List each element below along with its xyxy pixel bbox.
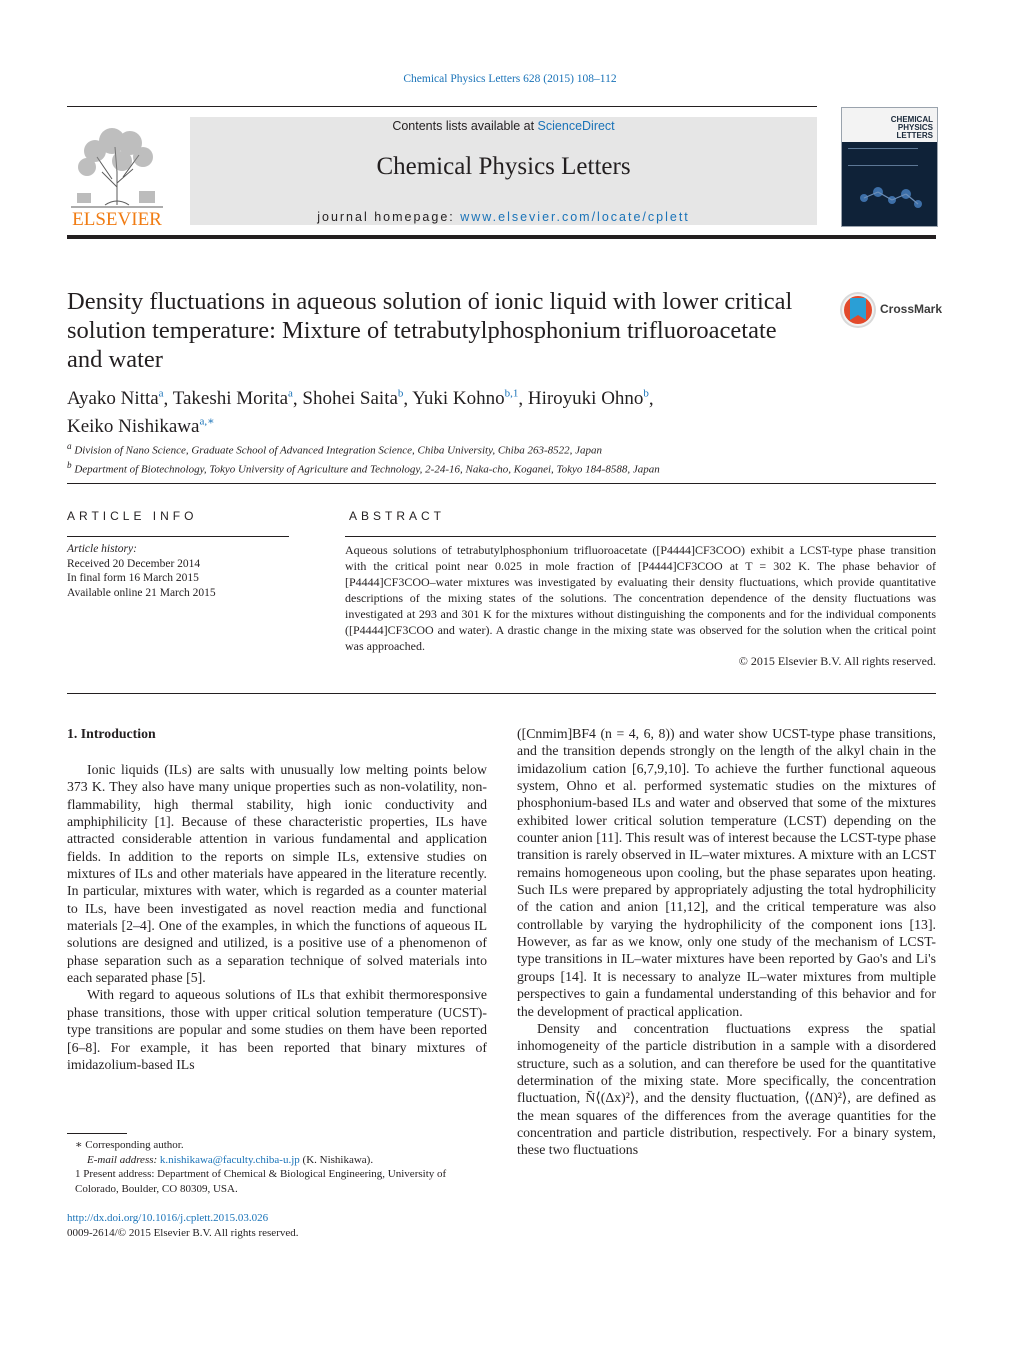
body-paragraph: Density and concentration fluctuations express the spatial inhomogeneity of the particle distribution in a sample with a disordered structure, such as a solution, and can therefore be used for the quantitative determination of the mixing state. More specifically, the concentration fluctuation, N̄⟨(Δx)²⟩, and the density fluctuation, ⟨(ΔN)²⟩, are defined as the mean squares of the differences from the average quantities for the concentration and particle distribution, respectively. For a binary system, these two fluctuations <box>517 1020 936 1158</box>
crossmark-badge[interactable] <box>838 290 943 330</box>
journal-citation[interactable]: Chemical Physics Letters 628 (2015) 108–112 <box>403 73 617 85</box>
author-affiliation-mark[interactable]: b <box>397 388 404 400</box>
abstract-copyright: © 2015 Elsevier B.V. All rights reserved. <box>738 654 936 668</box>
cover-title <box>873 116 933 140</box>
author-affiliation-mark[interactable]: a,∗ <box>199 415 215 428</box>
history-received: Received 20 December 2014 <box>67 557 201 570</box>
body-column-left <box>67 761 487 1073</box>
author-name: Yuki Kohno <box>412 388 505 410</box>
elsevier-logo[interactable] <box>67 117 167 229</box>
cover-molecule-image <box>852 178 932 222</box>
email-link[interactable]: k.nishikawa@faculty.chiba-u.jp <box>159 1153 300 1166</box>
body-paragraph: ([Cnmim]BF4 (n = 4, 6, 8)) and water show UCST-type phase transitions, and the transition depends strongly on the length of the alkyl chain in the imidazolium cation [6,7,9,10]. To achieve the further functional aqueous system, Ohno et al. performed systematic studies on the mixtures of phosphonium-based ILs and water and observed that some of the mixtures exhibited lower critical solution temperature (LCST) depending on the counter anion [11]. This result was of interest because the LCST-type phase transition is rarely observed in IL–water mixtures. A mixture with an LCST remains homogeneous upon cooling, but the phase separates upon heating. Such ILs were prepared by appropriately adjusting the total hydrophilicity of the cation and anion [11,12], and the critical temperature was also controllable by varying the hydrophilicity of the component ions [13]. However, as far as we know, only one study of the mechanism of LCST-type transitions in IL–water mixtures have been reported by Gao's and Li's groups [14]. It is necessary to analyze IL–water mixtures from multiple perspectives to gain a fundamental understanding of this behavior and for the development of practical application. <box>517 726 936 1019</box>
affiliation-text: Department of Biotechnology, Tokyo University of Agriculture and Technology, 2-24-16, Naka-cho, Koganei, Tokyo 184-8588, Japan <box>74 463 660 476</box>
homepage-prefix: journal homepage: <box>317 210 461 224</box>
abstract-heading: ABSTRACT <box>349 509 446 523</box>
author[interactable] <box>528 388 649 409</box>
author-affiliation-mark[interactable]: a <box>288 388 293 400</box>
sciencedirect-link[interactable]: ScienceDirect <box>537 119 615 133</box>
doi-link[interactable]: http://dx.doi.org/10.1016/j.cplett.2015.03.026 <box>67 1212 269 1224</box>
author[interactable] <box>67 416 215 437</box>
crossmark-icon <box>838 290 878 330</box>
doi-block <box>67 1211 487 1240</box>
journal-cover-thumbnail[interactable] <box>841 107 938 227</box>
article-info-divider <box>67 536 289 537</box>
affiliation-mark: b <box>67 459 72 470</box>
email-label: E-mail address: <box>87 1153 160 1166</box>
article-title: Density fluctuations in aqueous solution of ionic liquid with lower critical solution temperature: Mixture of tetrabutylphosphonium trifluoroacetate and water <box>67 288 793 373</box>
author[interactable] <box>302 388 403 409</box>
elsevier-tree-icon <box>67 117 167 229</box>
contents-prefix: Contents lists available at <box>392 119 538 133</box>
email-suffix: (K. Nishikawa). <box>299 1153 374 1166</box>
author-name: Keiko Nishikawa <box>67 415 200 437</box>
issn-copyright: 0009-2614/© 2015 Elsevier B.V. All rights reserved. <box>67 1226 299 1239</box>
author[interactable] <box>412 388 518 409</box>
author[interactable] <box>67 388 164 409</box>
footnote-divider <box>67 1133 127 1134</box>
abstract-text: Aqueous solutions of tetrabutylphosphonium trifluoroacetate ([P4444]CF3COO) exhibit a LCST-type phase transition with the critical point near 0.025 in mole fraction of [P4444]CF3COO at T = 302 K. The phase behavior of [P4444]CF3COO–water mixtures was investigated by evaluating their density fluctuations, which provide quantitative descriptions of the mixing states of the solutions. The concentration dependence of the density fluctuations was investigated at 293 and 301 K for the mixtures without distinguishing the components and for the individual components ([P4444]CF3COO and water). A drastic change in the mixing state was observed for the solution when the critical point was approached. <box>345 543 936 653</box>
section-divider <box>67 483 936 484</box>
cover-decoration <box>848 148 918 166</box>
footnote-email <box>67 1153 487 1168</box>
journal-name: Chemical Physics Letters <box>376 153 631 180</box>
cover-title-line: CHEMICAL <box>890 115 933 124</box>
contents-line <box>190 119 817 133</box>
affiliations <box>67 439 927 476</box>
author[interactable] <box>173 388 293 409</box>
affiliation-item <box>67 458 927 477</box>
footnotes <box>67 1138 487 1196</box>
footnote-present-address: 1 Present address: Department of Chemical & Biological Engineering, University of Colorado, Boulder, CO 80309, USA. <box>75 1168 447 1195</box>
author-affiliation-mark[interactable]: a <box>158 388 164 400</box>
author-list: Ayako Nitta$^a$, Takeshi Morita$^a$, Shohei Saita$^b$, Yuki Kohno$^{b,1}$, Hiroyuki Ohno$^b$, Keiko Nishikawa$^{a,∗}$ <box>67 388 654 437</box>
svg-text:ELSEVIER: ELSEVIER <box>72 209 162 229</box>
cover-title-line: LETTERS <box>896 131 933 140</box>
author-name: Ayako Nitta <box>67 388 159 410</box>
crossmark-label: CrossMark <box>880 302 943 316</box>
author-name: Hiroyuki Ohno <box>527 388 644 410</box>
author-name: Takeshi Morita <box>172 388 288 410</box>
cover-title-line: PHYSICS <box>897 123 933 132</box>
abstract-divider <box>345 536 936 537</box>
article-history <box>67 542 297 600</box>
history-online: Available online 21 March 2015 <box>67 586 216 599</box>
history-label: Article history: <box>67 543 137 555</box>
body-paragraph: With regard to aqueous solutions of ILs that exhibit thermoresponsive phase transitions, those with upper critical solution temperature (UCST)-type transitions are popular and some studies on them have been reported [6–8]. For example, it has been reported that binary mixtures of imidazolium-based ILs <box>67 987 487 1072</box>
affiliation-mark: a <box>67 441 72 451</box>
affiliation-item <box>67 439 927 458</box>
journal-homepage <box>190 210 817 224</box>
author-name: Shohei Saita <box>302 388 398 410</box>
author-affiliation-mark[interactable]: b <box>643 388 649 400</box>
history-revised: In final form 16 March 2015 <box>67 572 199 584</box>
header-thick-divider <box>67 235 936 239</box>
section-divider <box>67 693 936 694</box>
article-info-heading: ARTICLE INFO <box>67 509 198 523</box>
author-affiliation-mark[interactable]: b,1 <box>504 388 519 400</box>
section-heading: 1. Introduction <box>67 726 156 741</box>
body-paragraph: Ionic liquids (ILs) are salts with unusually low melting points below 373 K. They also have many unique properties such as non-volatility, non-flammability, high thermal stability, high ionic conductivity and amphiphilicity [1]. Because of these characteristic properties, ILs have attracted considerable attention in various fundamental and application fields. In addition to the reports on simple ILs, extensive studies on mixtures of ILs and other materials have appeared in the literature recently. In particular, mixtures with water, which is regarded as a counter material to ILs, have been investigated as novel reaction media and functional materials [2–4]. One of the examples, in which the functions of aqueous IL solutions are designed and utilized, is a positive use of a phenomenon of phase separation such as a separation technique of solved materials into each separated phase [5]. <box>67 762 487 986</box>
header-divider <box>67 106 817 107</box>
homepage-link[interactable]: www.elsevier.com/locate/cplett <box>460 210 690 224</box>
body-column-right <box>517 725 936 1159</box>
footnote-corresponding: ∗ Corresponding author. <box>75 1139 184 1151</box>
affiliation-text: Division of Nano Science, Graduate School of Advanced Integration Science, Chiba University, Chiba 263-8522, Japan <box>74 444 603 457</box>
